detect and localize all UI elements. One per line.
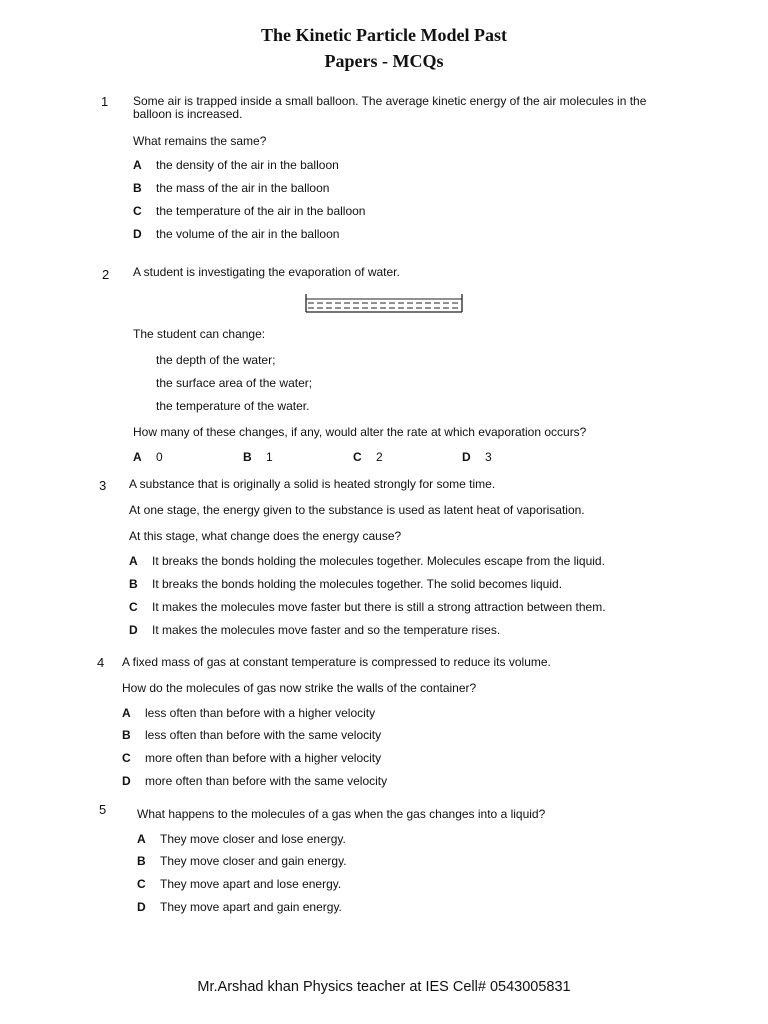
question-5-prompt: What happens to the molecules of a gas when the gas changes into a liquid? bbox=[137, 807, 546, 821]
question-5-option-a-text: They move closer and lose energy. bbox=[160, 832, 346, 846]
question-3-stem: A substance that is originally a solid is heated strongly for some time. bbox=[129, 477, 496, 491]
question-1-option-b-label: B bbox=[133, 181, 142, 195]
question-2-option-b-label: B bbox=[243, 450, 252, 464]
question-4-option-d-text: more often than before with the same velocity bbox=[145, 774, 388, 788]
question-5-option-d-label: D bbox=[137, 900, 146, 914]
question-2-option-a-text: 0 bbox=[156, 450, 163, 464]
question-5-option-c-label: C bbox=[137, 877, 146, 891]
question-3-option-d-label: D bbox=[129, 623, 138, 637]
question-5-option-d-text: They move apart and gain energy. bbox=[160, 900, 342, 914]
water-tray-diagram bbox=[300, 288, 468, 318]
question-4-stem: A fixed mass of gas at constant temperature is compressed to reduce its volume. bbox=[122, 655, 551, 669]
question-4-option-c-text: more often than before with a higher velocity bbox=[145, 751, 382, 765]
question-2-number: 2 bbox=[102, 267, 110, 282]
question-3-prompt: At this stage, what change does the energy cause? bbox=[129, 529, 402, 543]
question-2-option-c-label: C bbox=[353, 450, 362, 464]
question-4-option-d-label: D bbox=[122, 774, 131, 788]
question-5-option-b-text: They move closer and gain energy. bbox=[160, 854, 347, 868]
question-2-intro: The student can change: bbox=[133, 327, 266, 341]
question-3-option-d-text: It makes the molecules move faster and so the temperature rises. bbox=[152, 623, 501, 637]
page-title: The Kinetic Particle Model Past bbox=[261, 25, 507, 45]
question-4-prompt: How do the molecules of gas now strike the walls of the container? bbox=[122, 681, 477, 695]
question-2-option-b-text: 1 bbox=[266, 450, 273, 464]
question-5-option-c-text: They move apart and lose energy. bbox=[160, 877, 342, 891]
question-1-option-a-text: the density of the air in the balloon bbox=[156, 158, 339, 172]
question-1-prompt: What remains the same? bbox=[133, 134, 267, 148]
question-2-option-d-label: D bbox=[462, 450, 471, 464]
question-2-option-d-text: 3 bbox=[485, 450, 492, 464]
question-2-item-surface-area: the surface area of the water; bbox=[156, 376, 313, 390]
question-3-option-b-label: B bbox=[129, 577, 138, 591]
question-1-option-c-label: C bbox=[133, 204, 142, 218]
question-1-option-b-text: the mass of the air in the balloon bbox=[156, 181, 330, 195]
question-3-option-b-text: It breaks the bonds holding the molecules together. The solid becomes liquid. bbox=[152, 577, 563, 591]
question-1-option-a-label: A bbox=[133, 158, 142, 172]
question-2-item-temperature: the temperature of the water. bbox=[156, 399, 310, 413]
question-2-prompt: How many of these changes, if any, would alter the rate at which evaporation occurs? bbox=[133, 425, 587, 439]
question-4-option-b-label: B bbox=[122, 728, 131, 742]
question-2-option-c-text: 2 bbox=[376, 450, 383, 464]
question-4-option-c-label: C bbox=[122, 751, 131, 765]
question-5-number: 5 bbox=[99, 802, 107, 817]
question-2-stem: A student is investigating the evaporation of water. bbox=[133, 265, 400, 279]
question-5-option-a-label: A bbox=[137, 832, 146, 846]
question-3-option-a-text: It breaks the bonds holding the molecules together. Molecules escape from the liquid. bbox=[152, 554, 605, 568]
question-3-stem-2: At one stage, the energy given to the substance is used as latent heat of vaporisation. bbox=[129, 503, 585, 517]
page-subtitle: Papers - MCQs bbox=[324, 51, 444, 71]
footer-credit: Mr.Arshad khan Physics teacher at IES Cell# 0543005831 bbox=[197, 979, 571, 995]
question-4-option-a-label: A bbox=[122, 706, 131, 720]
question-4-number: 4 bbox=[97, 655, 105, 670]
question-1-option-d-text: the volume of the air in the balloon bbox=[156, 227, 340, 241]
question-4-option-a-text: less often than before with a higher velocity bbox=[145, 706, 376, 720]
question-3-number: 3 bbox=[99, 478, 107, 493]
question-2-option-a-label: A bbox=[133, 450, 142, 464]
question-2-item-depth: the depth of the water; bbox=[156, 353, 276, 367]
question-1-number: 1 bbox=[101, 94, 109, 109]
question-3-option-a-label: A bbox=[129, 554, 138, 568]
question-3-option-c-label: C bbox=[129, 600, 138, 614]
question-1-option-c-text: the temperature of the air in the balloon bbox=[156, 204, 366, 218]
question-1-stem: Some air is trapped inside a small balloon. The average kinetic energy of the air molecules in the balloon is increased. bbox=[133, 94, 647, 121]
question-4-option-b-text: less often than before with the same velocity bbox=[145, 728, 382, 742]
question-5-option-b-label: B bbox=[137, 854, 146, 868]
question-3-option-c-text: It makes the molecules move faster but there is still a strong attraction between them. bbox=[152, 600, 606, 614]
question-1-option-d-label: D bbox=[133, 227, 142, 241]
